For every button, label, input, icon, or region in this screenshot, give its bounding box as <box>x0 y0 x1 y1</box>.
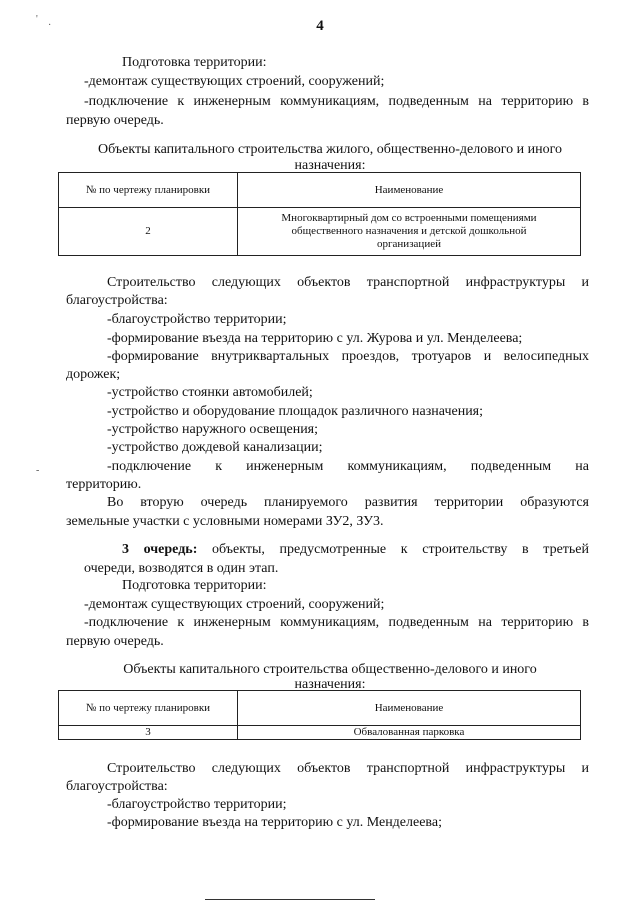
table-header-cell: Наименование <box>238 173 581 208</box>
stage3-heading-bold: 3 очередь: <box>122 542 198 557</box>
infra-item: -устройство и оборудование площадок различного назначения; <box>107 404 484 419</box>
footer-divider <box>205 899 375 900</box>
second-stage-text: земельные участки с условными номерами ЗУ2, ЗУ3. <box>66 514 384 529</box>
prep-item: -демонтаж существующих строений, сооружений; <box>84 74 385 89</box>
prep-item: -подключение к инженерным коммуникациям, подведенным на территорию в <box>84 615 589 630</box>
infra-item: -формирование въезда на территорию с ул. Менделеева; <box>107 815 442 830</box>
scan-dot: - <box>36 465 40 476</box>
table-caption: назначения: <box>294 677 366 692</box>
infra-item: -формирование внутриквартальных проездов, тротуаров и велосипедных <box>107 349 589 364</box>
prep-item: первую очередь. <box>66 113 164 128</box>
table-header-cell: Наименование <box>238 691 581 726</box>
table-cell: Обвалованная парковка <box>238 726 581 740</box>
objects-table <box>58 690 581 740</box>
prep-title: Подготовка территории: <box>122 55 267 70</box>
table-caption: Объекты капитального строительства общественно-делового и иного <box>123 662 537 677</box>
objects-table <box>58 172 581 256</box>
infra-item: дорожек; <box>66 367 121 382</box>
infra-item: -формирование въезда на территорию с ул. Журова и ул. Менделеева; <box>107 331 523 346</box>
infra-item: -устройство наружного освещения; <box>107 422 319 437</box>
stage3-heading <box>122 542 589 558</box>
infra-item: -подключение к инженерным коммуникациям, подведенным на <box>107 459 589 474</box>
table-cell: 3 <box>59 726 238 740</box>
second-stage-text: Во вторую очередь планируемого развития территории образуются <box>107 495 589 510</box>
table-cell <box>238 208 581 256</box>
infra-item: -устройство дождевой канализации; <box>107 440 323 455</box>
table-cell-line: организацией <box>377 238 441 250</box>
infra-item: территорию. <box>66 477 142 492</box>
infra-intro: благоустройства: <box>66 779 168 794</box>
page-number: 4 <box>316 18 324 34</box>
table-cell-line: общественного назначения и детской дошкольной <box>291 225 527 237</box>
scan-dot: ' <box>36 14 38 25</box>
infra-item: -благоустройство территории; <box>107 797 287 812</box>
prep-item: -демонтаж существующих строений, сооружений; <box>84 597 385 612</box>
infra-intro: Строительство следующих объектов транспортной инфраструктуры и <box>107 275 589 290</box>
scan-dot: · <box>48 20 52 31</box>
prep-item: первую очередь. <box>66 634 164 649</box>
stage3-heading-text: объекты, предусмотренные к строительству в третьей <box>197 542 589 557</box>
prep-item: -подключение к инженерным коммуникациям, подведенным на территорию в <box>84 94 589 109</box>
table-caption: назначения: <box>294 158 366 173</box>
infra-intro: благоустройства: <box>66 293 168 308</box>
table-header-cell: № по чертежу планировки <box>59 691 238 726</box>
table-cell: 2 <box>59 208 238 256</box>
infra-item: -устройство стоянки автомобилей; <box>107 385 313 400</box>
infra-item: -благоустройство территории; <box>107 312 287 327</box>
table-cell-line: Многоквартирный дом со встроенными помещениями <box>281 212 537 224</box>
table-header-cell: № по чертежу планировки <box>59 173 238 208</box>
table-caption: Объекты капитального строительства жилого, общественно-делового и иного <box>98 142 562 157</box>
stage3-heading: очереди, возводятся в один этап. <box>84 561 279 576</box>
prep-title: Подготовка территории: <box>122 578 267 593</box>
infra-intro: Строительство следующих объектов транспортной инфраструктуры и <box>107 761 589 776</box>
